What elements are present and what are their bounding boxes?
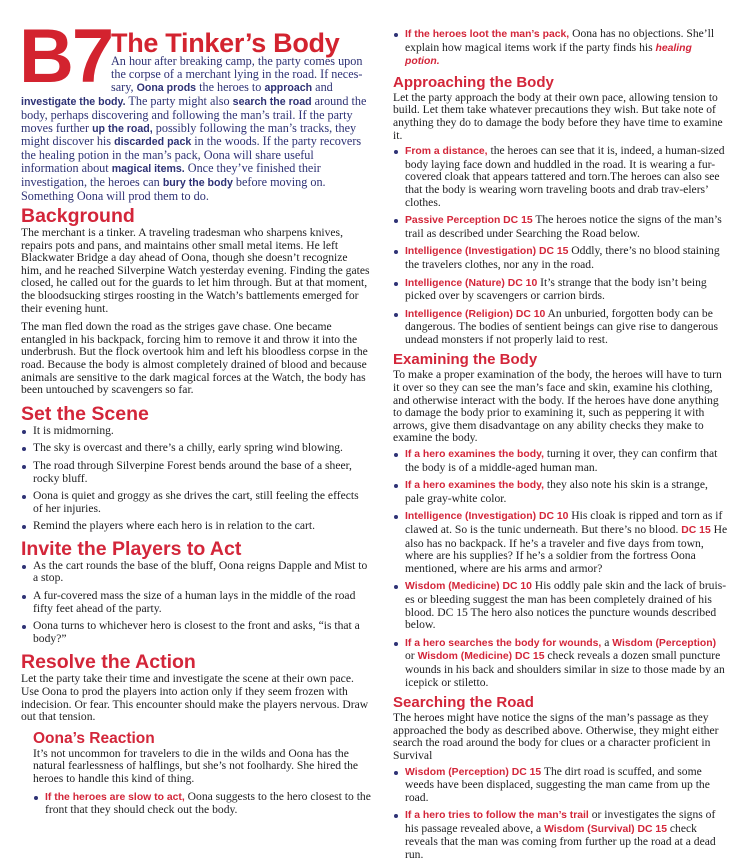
intro-text: in the woods. If the party recovers the healing potion in the man’s pack, Oona will share useful information about bbox=[21, 134, 362, 176]
title-block bbox=[19, 14, 371, 211]
condition-lead: If the heroes are slow to act, bbox=[45, 791, 185, 803]
background-paragraph-1: The merchant is a tinker. A traveling tradesman who sharpens knives, repairs pots and pans, and maintains other small metal items. He left Blackwater Bridge a day ahead of Oona, though she doesn’t recognize him, and he reached Silverpine Watch yesterday evening. Finding the gates closed, he called out for the guards to let him through. But at that moment, the bloodsucking stirges roosting in the Watch’s battlements emerged for their evening hunt. bbox=[21, 226, 370, 315]
heading-examining-body: Examining the Body bbox=[393, 351, 538, 369]
intro-text: The party might also bbox=[125, 93, 233, 108]
list-item: Oona is quiet and groggy as she drives the cart, still feeling the effects of her injuries. bbox=[21, 490, 371, 515]
heading-invite-players: Invite the Players to Act bbox=[21, 537, 242, 560]
intro-text: the heroes to bbox=[196, 79, 265, 94]
list-item: If a hero examines the body, they also note his skin is a strange, pale gray-white color. bbox=[393, 479, 728, 505]
list-item: From a distance, the heroes can see that it is, indeed, a human-sized body laying face down and huddled in the road. It is wearing a fur-covered cloak that appears tattered and torn.The heroes can also see that the body is wearing worn traveling boots and drab trav-elers’ clothes. bbox=[393, 145, 728, 209]
intro-text: and bbox=[312, 79, 333, 94]
background-paragraph-2: The man fled down the road as the striges gave chase. One became entangled in his backpack, forcing him to remove it and throw it into the underbrush. But the flock overtook him and left his bloodless corpse in the road. Because the body is almost completely drained of blood and because animals are sensitive to the dark magical forces at the Watch, the body has been untouched by scavengers so far. bbox=[21, 320, 368, 397]
list-item: Wisdom (Perception) DC 15 The dirt road is scuffed, and some weeds have been displaced, suggesting the man came from up the road. bbox=[393, 766, 728, 805]
healing-potion-link: healing potion. bbox=[405, 42, 692, 68]
list-item: Intelligence (Investigation) DC 15 Oddly, there’s no blood staining the travelers clothes, nor any in the road. bbox=[393, 245, 728, 271]
examining-paragraph: To make a proper examination of the body, the heroes will have to turn it over so they can see the man’s face and skin, examine his clothing, and otherwise interact with the body. If the heroes have done anything to damage the body prior to examining it, such as peppering it with arrows, give them disadvantage on any ability checks they make to examine the body. bbox=[393, 368, 722, 445]
list-item: Oona turns to whichever hero is closest to the front and asks, “is that a body?” bbox=[21, 620, 371, 645]
intro-text: before moving on. Something Oona will prod them to do. bbox=[21, 175, 326, 204]
list-item: If the heroes loot the man’s pack, Oona has no objections. She’ll explain how magical items work if the party finds his healing potion. bbox=[393, 28, 728, 69]
resolve-paragraph: Let the party take their time and investigate the scene at their own pace. Use Oona to prod the players into action only if they seem frozen with indecision. Or fear. This encounter should make the players nervous. Draw out that tension. bbox=[21, 672, 369, 724]
list-item: Intelligence (Religion) DC 10 An unburied, forgotten body can be dangerous. The bodies of sentient beings can give rise to dangerous undead monsters if not properly laid to rest. bbox=[393, 308, 728, 347]
oona-reaction-paragraph: It’s not uncommon for travelers to die in the wilds and Oona has the natural fearlessness of halflings, but she’s not foolhardy. She hired the heroes to handle this kind of thing. bbox=[33, 746, 359, 785]
heading-background: Background bbox=[21, 205, 135, 227]
list-item: Passive Perception DC 15 The heroes notice the signs of the man’s trail as described under Searching the Road below. bbox=[393, 214, 728, 240]
left-column bbox=[21, 0, 371, 822]
list-item: If the heroes are slow to act, Oona suggests to the hero closest to the front that they should check out the body. bbox=[33, 791, 371, 817]
right-column bbox=[393, 28, 728, 867]
intro-keyword: magical items. bbox=[111, 163, 185, 176]
approaching-list bbox=[393, 145, 728, 346]
invite-list bbox=[21, 560, 371, 646]
examining-list bbox=[393, 448, 728, 689]
heading-oona-reaction: Oona’s Reaction bbox=[33, 729, 155, 747]
list-item: Intelligence (Nature) DC 10 It’s strange that the body isn’t being picked over by scavengers or carrion birds. bbox=[393, 277, 728, 303]
oona-reaction-list-continued bbox=[393, 28, 728, 69]
heading-set-the-scene: Set the Scene bbox=[21, 402, 149, 425]
list-item: The sky is overcast and there’s a chilly, early spring wind blowing. bbox=[21, 442, 371, 455]
list-item: Wisdom (Medicine) DC 10 His oddly pale skin and the lack of bruis-es or bleeding suggest the man has been completely drained of his blood. DC 15 The hero also notices the puncture wounds described below. bbox=[393, 580, 728, 631]
set-scene-list bbox=[21, 425, 371, 533]
list-item: The road through Silverpine Forest bends around the base of a sheer, rocky bluff. bbox=[21, 460, 371, 485]
approaching-paragraph: Let the party approach the body at their own pace, allowing tension to build. Let them take whatever precautions they wish. But take note of anything they do to damage the body before they have time to examine it. bbox=[393, 90, 723, 142]
searching-list bbox=[393, 766, 728, 862]
page-title: The Tinker’s Body bbox=[111, 28, 340, 58]
intro-keyword: bury the body bbox=[162, 177, 233, 190]
list-item: Intelligence (Investigation) DC 10 His cloak is ripped and torn as if clawed at. So is the tunic underneath. But there’s no blood. DC 15 He also has no backpack. If he’s a traveler and five days from town, where are his supplies? If he’s a soldier from the fortress Oona mentioned, where are his arms and armor? bbox=[393, 510, 728, 575]
intro-keyword: search the road bbox=[232, 95, 312, 108]
encounter-code: B7 bbox=[19, 14, 113, 99]
oona-reaction-section bbox=[21, 730, 371, 817]
oona-reaction-list bbox=[33, 791, 371, 817]
list-item: As the cart rounds the base of the bluff, Oona reigns Dapple and Mist to a stop. bbox=[21, 560, 371, 585]
list-item: If a hero tries to follow the man’s trail or investigates the signs of his passage revealed above, a Wisdom (Survival) DC 15 check reveals that the man was coming from further up the road at a dead run. bbox=[393, 809, 728, 861]
list-item: Remind the players where each hero is in relation to the cart. bbox=[21, 520, 371, 533]
intro-paragraph bbox=[21, 55, 367, 203]
list-item: It is midmorning. bbox=[21, 425, 371, 438]
intro-keyword: investigate the body. bbox=[21, 95, 126, 108]
intro-text: An hour after breaking camp, the party comes upon the corpse of a merchant lying in the road. If neces-sary, bbox=[111, 54, 363, 94]
intro-keyword: up the road, bbox=[92, 122, 153, 135]
list-item: If a hero examines the body, turning it over, they can confirm that the body is of a middle-aged human man. bbox=[393, 448, 728, 474]
list-item: A fur-covered mass the size of a human lays in the middle of the road fifty feet ahead of the party. bbox=[21, 590, 371, 615]
heading-searching-road: Searching the Road bbox=[393, 694, 534, 712]
list-item: If a hero searches the body for wounds, a Wisdom (Perception) or Wisdom (Medicine) DC 15 check reveals a dozen small puncture wounds in his back and shoulders similar in size to those made by an icepick or stiletto. bbox=[393, 637, 728, 689]
intro-text: Once they’ve finished their investigation, the heroes can bbox=[21, 161, 321, 190]
intro-keyword: discarded pack bbox=[114, 136, 192, 149]
intro-text: around the body, perhaps discovering and following the man’s trail. If the party moves further bbox=[21, 93, 367, 135]
intro-keyword: approach bbox=[264, 81, 313, 94]
heading-resolve-action: Resolve the Action bbox=[21, 651, 196, 674]
intro-keyword: Oona prods bbox=[136, 81, 197, 94]
heading-approaching-body: Approaching the Body bbox=[393, 73, 554, 91]
intro-text: possibly following the man’s tracks, they might discover his bbox=[21, 120, 357, 149]
searching-paragraph: The heroes might have notice the signs of the man’s passage as they approached the body as described above. Otherwise, they might either search the road around the body for clues or a character proficient in Survival bbox=[393, 711, 719, 762]
condition-lead: If the heroes loot the man’s pack, bbox=[405, 29, 570, 40]
